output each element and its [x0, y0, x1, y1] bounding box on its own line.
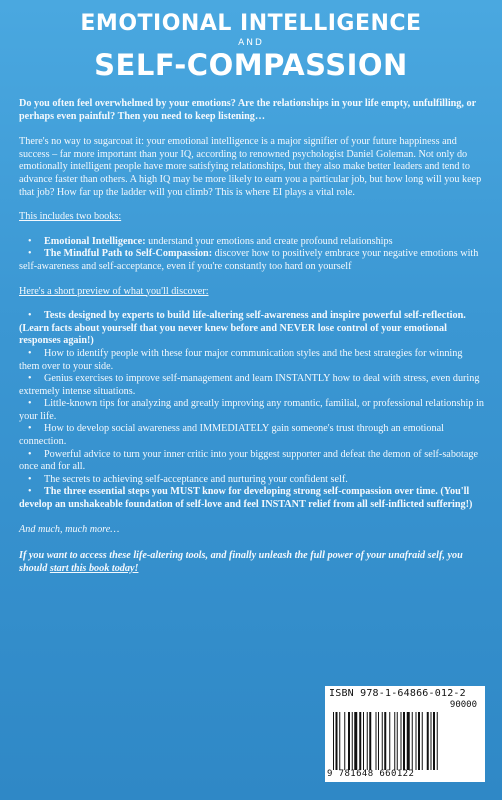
includes-heading: This includes two books: — [19, 211, 122, 223]
preview-list — [19, 310, 485, 512]
book-description: understand your emotions and create profound relationships — [145, 235, 393, 247]
book-item — [19, 236, 485, 249]
books-list — [19, 236, 485, 274]
and-much-more: And much, much more… — [19, 523, 120, 535]
preview-item — [19, 310, 485, 348]
book-title — [0, 12, 502, 81]
preview-bold: Tests designed by experts to build life-altering self-awareness and inspire powerful self-reflection. (Learn facts about yourself that you never knew before and NEVER lose control of your emotional responses again!) — [19, 310, 466, 347]
preview-item — [19, 486, 485, 511]
book-item — [19, 248, 485, 273]
main-paragraph: There's no way to sugarcoat it: your emotional intelligence is a major signifier of your future happiness and success – far more important than your IQ, according to renowned psychologist Daniel Goleman. Not only do emotionally intelligent people have more satisfying relationships, but they also make better leaders and tend to advance faster than others. A high IQ may be more likely to earn you a particular job, but how long will you keep that job? How far up the ladder will you climb? This is where EI plays a vital role. — [19, 136, 482, 198]
title-line-emotional-intelligence: EMOTIONAL INTELLIGENCE — [80, 11, 422, 36]
preview-text: Little-known tips for analyzing and greatly improving any romantic, familial, or professional relationship in your life. — [19, 398, 484, 422]
preview-item — [19, 398, 485, 423]
preview-text: How to identify people with these four major communication styles and the best strategies for winning them over to your side. — [19, 347, 463, 372]
preview-text: The secrets to achieving self-acceptance and nurturing your confident self. — [44, 473, 348, 485]
book-title-bold: Emotional Intelligence: — [44, 235, 146, 247]
preview-text: Genius exercises to improve self-management and learn INSTANTLY how to deal with stress, even during extremely intense situations. — [19, 373, 480, 397]
closing-text: If you want to access these life-altering tools, and finally unleash the full power of your unafraid self, you should — [19, 550, 463, 574]
book-description: discover how to positively embrace your negative emotions with self-awareness and self-acceptance, even if you're constantly too hard on yourself — [19, 248, 479, 272]
start-book-link: start this book today! — [49, 562, 139, 574]
intro-hook: Do you often feel overwhelmed by your emotions? Are the relationships in your life empty, unfulfilling, or perhaps even painful? Then you need to keep listening… — [19, 98, 476, 122]
preview-item — [19, 449, 485, 474]
preview-item — [19, 474, 485, 487]
closing-call-to-action — [19, 550, 485, 575]
back-cover-blurb — [19, 98, 485, 575]
preview-heading: Here's a short preview of what you'll discover: — [19, 285, 209, 297]
price-code: 90000 — [449, 700, 477, 710]
title-line-self-compassion: SELF-COMPASSION — [94, 48, 408, 82]
isbn-barcode — [325, 686, 485, 782]
preview-item — [19, 373, 485, 398]
barcode-digits: 9 781648 660122 — [327, 769, 415, 779]
preview-item — [19, 423, 485, 448]
title-and: AND — [238, 38, 264, 48]
preview-text: Powerful advice to turn your inner critic into your biggest supporter and defeat the demon of self-sabotage once and for all. — [19, 448, 478, 473]
barcode-bars — [333, 712, 479, 770]
isbn-number: ISBN 978-1-64866-012-2 — [329, 688, 466, 699]
preview-text: How to develop social awareness and IMMEDIATELY gain someone's trust through an emotional connection. — [19, 423, 444, 448]
book-title-bold: The Mindful Path to Self-Compassion: — [44, 248, 213, 260]
preview-bold: The three essential steps you MUST know for developing strong self-compassion over time. (You'll develop an unshakeable foundation of self-love and feel INSTANT relief from all self-inflicted suffering!) — [19, 486, 473, 511]
preview-item — [19, 348, 485, 373]
